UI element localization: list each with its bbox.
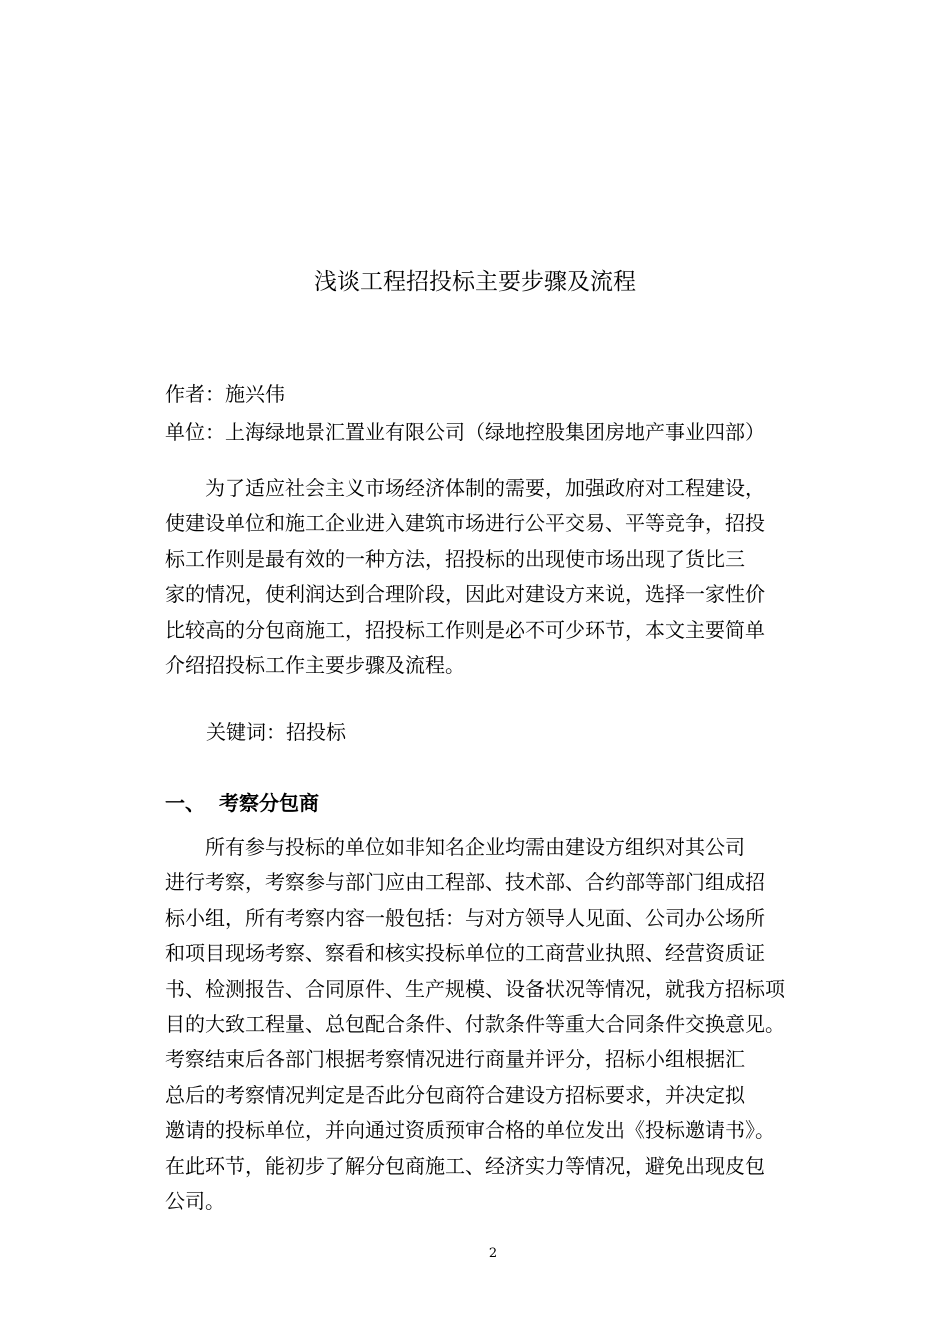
intro-line: 比较高的分包商施工，招投标工作则是必不可少环节，本文主要简单	[165, 617, 765, 642]
section-line: 标小组，所有考察内容一般包括：与对方领导人见面、公司办公场所	[165, 905, 765, 930]
section-line: 邀请的投标单位，并向通过资质预审合格的单位发出《投标邀请书》。	[165, 1118, 775, 1143]
section-paragraph	[165, 830, 785, 1219]
section-line: 总后的考察情况判定是否此分包商符合建设方招标要求，并决定拟	[165, 1082, 745, 1107]
section-line: 在此环节，能初步了解分包商施工、经济实力等情况，避免出现皮包	[165, 1153, 765, 1178]
section-heading	[165, 788, 319, 818]
section-line: 书、检测报告、合同原件、生产规模、设备状况等情况，就我方招标项	[165, 976, 785, 1001]
section-line: 考察结束后各部门根据考察情况进行商量并评分，招标小组根据汇	[165, 1047, 745, 1072]
section-line: 目的大致工程量、总包配合条件、付款条件等重大合同条件交换意见。	[165, 1011, 785, 1036]
section-line: 和项目现场考察、察看和核实投标单位的工商营业执照、经营资质证	[165, 941, 765, 966]
intro-line: 为了适应社会主义市场经济体制的需要，加强政府对工程建设，	[165, 476, 765, 500]
intro-line: 标工作则是最有效的一种方法，招投标的出现使市场出现了货比三	[165, 546, 745, 571]
intro-line: 家的情况，使利润达到合理阶段，因此对建设方来说，选择一家性价	[165, 582, 765, 607]
section-line: 进行考察，考察参与部门应由工程部、技术部、合约部等部门组成招	[165, 870, 765, 895]
intro-line: 使建设单位和施工企业进入建筑市场进行公平交易、平等竞争，招投	[165, 511, 765, 536]
author-line: 作者：施兴伟	[165, 382, 285, 406]
intro-line: 介绍招投标工作主要步骤及流程。	[165, 652, 465, 677]
document-title: 浅谈工程招投标主要步骤及流程	[314, 269, 636, 295]
section-line: 所有参与投标的单位如非知名企业均需由建设方组织对其公司	[165, 835, 745, 859]
section-title: 考察分包商	[219, 791, 319, 815]
intro-paragraph	[165, 471, 765, 683]
section-line: 公司。	[165, 1188, 225, 1213]
section-number: 一、	[165, 791, 205, 815]
unit-line: 单位：上海绿地景汇置业有限公司（绿地控股集团房地产事业四部）	[165, 420, 765, 444]
page-number: 2	[488, 1246, 498, 1261]
keywords-line: 关键词：招投标	[206, 720, 346, 744]
